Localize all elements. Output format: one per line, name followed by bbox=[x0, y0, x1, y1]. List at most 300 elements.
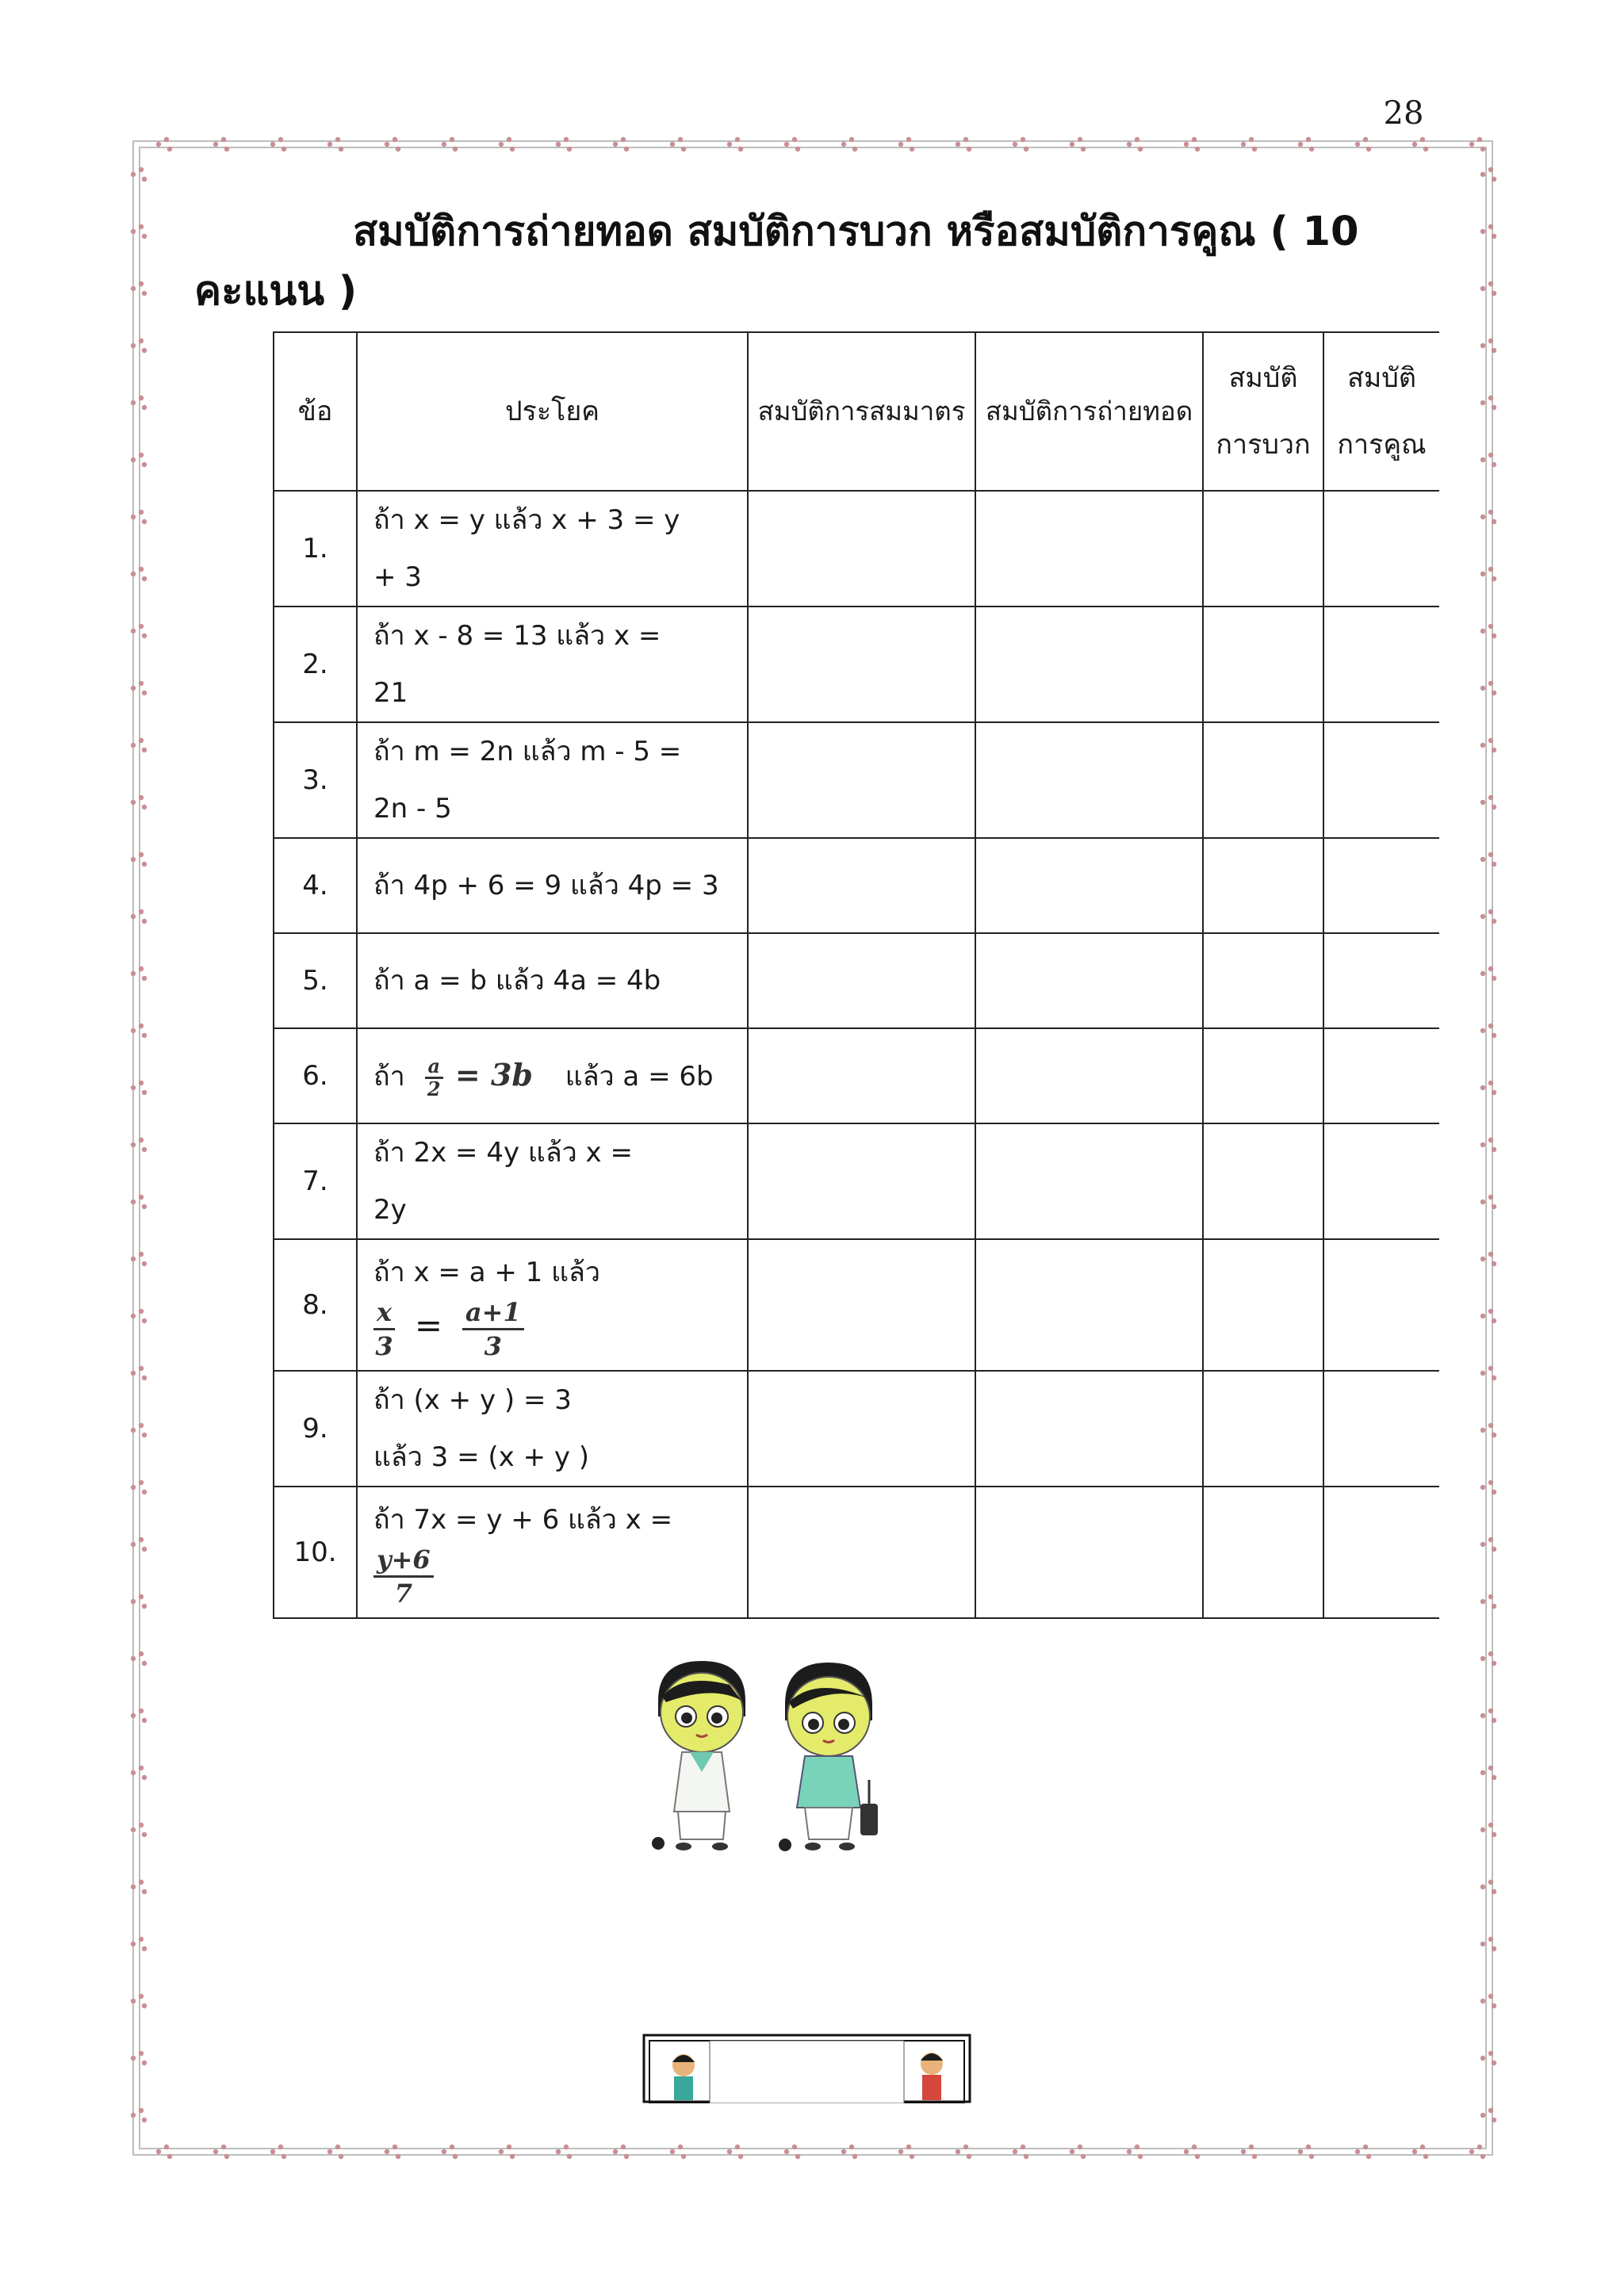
border-dot bbox=[131, 1142, 136, 1147]
border-dot bbox=[1184, 2149, 1189, 2154]
border-dot bbox=[1024, 2154, 1028, 2159]
border-dot bbox=[131, 1770, 136, 1775]
border-dot bbox=[327, 142, 332, 147]
border-dot bbox=[963, 2145, 968, 2149]
table-row bbox=[274, 491, 1439, 607]
properties-table bbox=[273, 331, 1439, 1619]
border-dot bbox=[1480, 1314, 1485, 1318]
border-dot bbox=[131, 1942, 136, 1946]
fraction-denominator: 3 bbox=[484, 1330, 502, 1361]
border-dot bbox=[142, 1946, 147, 1951]
border-dot bbox=[624, 2154, 629, 2159]
border-dot bbox=[963, 137, 968, 142]
border-dot bbox=[1480, 1942, 1485, 1946]
border-dot bbox=[139, 167, 144, 172]
border-dot bbox=[142, 1261, 147, 1266]
table-row bbox=[274, 1487, 1439, 1618]
border-dot bbox=[156, 142, 161, 147]
answer-cell-multiplication[interactable] bbox=[1323, 1239, 1439, 1371]
border-dot bbox=[1492, 748, 1496, 752]
border-dot bbox=[139, 624, 144, 629]
border-dot bbox=[142, 1090, 147, 1095]
border-dot bbox=[1492, 862, 1496, 867]
border-dot bbox=[139, 1651, 144, 1656]
border-dot bbox=[681, 147, 686, 151]
border-dot bbox=[1480, 1142, 1485, 1147]
border-dot bbox=[131, 1827, 136, 1832]
answer-cell-transitive[interactable] bbox=[975, 1123, 1203, 1239]
table-row bbox=[274, 607, 1439, 722]
border-dot bbox=[1492, 633, 1496, 638]
border-dot bbox=[898, 142, 903, 147]
border-dot bbox=[396, 147, 400, 151]
border-dot bbox=[1480, 2056, 1485, 2061]
border-dot bbox=[139, 1766, 144, 1770]
table-row bbox=[274, 1028, 1439, 1123]
border-dot bbox=[142, 462, 147, 467]
answer-cell-symmetric[interactable] bbox=[748, 1123, 975, 1239]
border-dot bbox=[131, 1257, 136, 1261]
answer-cell-transitive[interactable] bbox=[975, 838, 1203, 933]
statement-line: ถ้า x - 8 = 13 แล้ว x = bbox=[373, 620, 661, 652]
border-dot bbox=[1488, 281, 1493, 286]
answer-cell-symmetric[interactable] bbox=[748, 933, 975, 1028]
border-dot bbox=[131, 629, 136, 633]
border-dot bbox=[142, 1490, 147, 1494]
row-number: 4. bbox=[274, 838, 357, 933]
border-dot bbox=[142, 1718, 147, 1723]
border-dot bbox=[139, 224, 144, 229]
border-dot bbox=[1021, 137, 1025, 142]
border-dot bbox=[139, 1937, 144, 1942]
border-dot bbox=[1480, 286, 1485, 291]
border-dot bbox=[1366, 2154, 1371, 2159]
answer-cell-symmetric[interactable] bbox=[748, 491, 975, 607]
border-dot bbox=[142, 976, 147, 981]
border-dot bbox=[1480, 1200, 1485, 1204]
border-dot bbox=[556, 2149, 561, 2154]
border-dot bbox=[142, 1204, 147, 1209]
border-dot bbox=[393, 137, 397, 142]
border-dot bbox=[142, 2118, 147, 2122]
border-dot bbox=[1492, 1261, 1496, 1266]
border-dot bbox=[1366, 147, 1371, 151]
answer-cell-symmetric[interactable] bbox=[748, 1028, 975, 1123]
border-dot bbox=[1070, 2149, 1074, 2154]
border-dot bbox=[841, 142, 846, 147]
border-dot bbox=[1488, 1138, 1493, 1142]
border-dot bbox=[678, 137, 683, 142]
border-dot bbox=[1488, 2108, 1493, 2113]
border-dot bbox=[142, 1604, 147, 1609]
header-statement: ประโยค bbox=[357, 332, 748, 491]
border-dot bbox=[385, 2149, 389, 2154]
border-dot bbox=[1480, 515, 1485, 519]
border-dot bbox=[1355, 2149, 1360, 2154]
page-number: 28 bbox=[1383, 95, 1424, 132]
border-dot bbox=[1492, 1547, 1496, 1552]
answer-cell-addition[interactable] bbox=[1203, 838, 1323, 933]
border-dot bbox=[139, 1252, 144, 1257]
border-dot bbox=[139, 1423, 144, 1428]
border-dot bbox=[1488, 2051, 1493, 2056]
border-dot bbox=[139, 1138, 144, 1142]
statement-line: ถ้า 7x = y + 6 แล้ว x = bbox=[373, 1503, 673, 1536]
border-dot bbox=[1492, 1604, 1496, 1609]
border-dot bbox=[1298, 142, 1303, 147]
row-number: 2. bbox=[274, 607, 357, 722]
answer-cell-addition[interactable] bbox=[1203, 607, 1323, 722]
border-dot bbox=[852, 2154, 857, 2159]
border-dot bbox=[1241, 142, 1246, 147]
border-dot bbox=[1492, 1718, 1496, 1723]
border-dot bbox=[1480, 686, 1485, 691]
border-dot bbox=[1298, 2149, 1303, 2154]
border-dot bbox=[442, 142, 446, 147]
border-dot bbox=[1423, 2154, 1428, 2159]
answer-cell-transitive[interactable] bbox=[975, 607, 1203, 722]
row-statement bbox=[357, 491, 748, 607]
statement-line: + 3 bbox=[373, 561, 422, 593]
border-dot bbox=[613, 2149, 618, 2154]
answer-cell-multiplication[interactable] bbox=[1323, 1487, 1439, 1618]
border-dot bbox=[906, 2145, 911, 2149]
border-dot bbox=[142, 1147, 147, 1152]
border-dot bbox=[841, 2149, 846, 2154]
border-dot bbox=[1488, 396, 1493, 400]
border-dot bbox=[131, 1999, 136, 2003]
border-dot bbox=[131, 229, 136, 234]
border-dot bbox=[852, 147, 857, 151]
border-dot bbox=[556, 142, 561, 147]
border-dot bbox=[1488, 567, 1493, 572]
border-dot bbox=[1480, 1999, 1485, 2003]
border-dot bbox=[142, 805, 147, 809]
border-dot bbox=[1138, 147, 1143, 151]
border-dot bbox=[681, 2154, 686, 2159]
border-dot bbox=[1488, 1024, 1493, 1028]
border-dot bbox=[139, 567, 144, 572]
border-dot bbox=[156, 2149, 161, 2154]
border-dot bbox=[1488, 1937, 1493, 1942]
border-dot bbox=[564, 2145, 569, 2149]
border-dot bbox=[1488, 1537, 1493, 1542]
border-dot bbox=[1488, 510, 1493, 515]
answer-cell-transitive[interactable] bbox=[975, 1487, 1203, 1618]
answer-cell-transitive[interactable] bbox=[975, 1239, 1203, 1371]
border-dot bbox=[142, 1661, 147, 1666]
border-dot bbox=[1480, 172, 1485, 177]
border-dot bbox=[167, 147, 172, 151]
border-dot bbox=[139, 1309, 144, 1314]
border-dot bbox=[139, 738, 144, 743]
fraction-equation bbox=[373, 1544, 747, 1609]
border-dot bbox=[1488, 1366, 1493, 1371]
border-dot bbox=[1492, 1490, 1496, 1494]
statement-suffix: แล้ว a = 6b bbox=[565, 1061, 714, 1093]
border-dot bbox=[967, 147, 971, 151]
border-dot bbox=[1488, 681, 1493, 686]
border-dot bbox=[1192, 2145, 1197, 2149]
border-dot bbox=[131, 515, 136, 519]
border-dot bbox=[131, 2113, 136, 2118]
answer-cell-addition[interactable] bbox=[1203, 1123, 1323, 1239]
border-dot bbox=[139, 1823, 144, 1827]
border-dot bbox=[139, 1024, 144, 1028]
answer-cell-multiplication[interactable] bbox=[1323, 722, 1439, 838]
border-dot bbox=[131, 857, 136, 862]
students-cartoon-illustration bbox=[634, 1653, 904, 1859]
border-dot bbox=[142, 177, 147, 182]
answer-cell-symmetric[interactable] bbox=[748, 1487, 975, 1618]
border-dot bbox=[1480, 1371, 1485, 1376]
border-dot bbox=[1306, 137, 1311, 142]
border-dot bbox=[499, 142, 504, 147]
border-dot bbox=[510, 147, 515, 151]
border-dot bbox=[1488, 795, 1493, 800]
table-row bbox=[274, 1239, 1439, 1371]
border-dot bbox=[898, 2149, 903, 2154]
answer-cell-symmetric[interactable] bbox=[748, 1239, 975, 1371]
answer-cell-transitive[interactable] bbox=[975, 722, 1203, 838]
border-dot bbox=[131, 1200, 136, 1204]
border-dot bbox=[1488, 1594, 1493, 1599]
fraction-numerator: a bbox=[425, 1056, 444, 1079]
border-dot bbox=[510, 2154, 515, 2159]
border-dot bbox=[1078, 137, 1082, 142]
border-dot bbox=[849, 2145, 854, 2149]
border-dot bbox=[1488, 1423, 1493, 1428]
answer-cell-multiplication[interactable] bbox=[1323, 607, 1439, 722]
border-dot bbox=[1488, 1994, 1493, 1999]
border-dot bbox=[139, 396, 144, 400]
border-dot bbox=[1412, 2149, 1417, 2154]
statement-line: ถ้า m = 2n แล้ว m - 5 = bbox=[373, 736, 682, 767]
border-dot bbox=[1488, 1252, 1493, 1257]
border-dot bbox=[1309, 147, 1314, 151]
statement-prefix: ถ้า bbox=[373, 1061, 405, 1093]
header-addition-top: สมบัติ bbox=[1228, 362, 1298, 394]
border-dot bbox=[1480, 857, 1485, 862]
border-dot bbox=[335, 137, 340, 142]
border-dot bbox=[1241, 2149, 1246, 2154]
border-dot bbox=[139, 2051, 144, 2056]
border-dot bbox=[784, 2149, 789, 2154]
border-dot bbox=[1488, 1709, 1493, 1713]
row-number: 5. bbox=[274, 933, 357, 1028]
small-student-left bbox=[672, 2054, 695, 2100]
border-dot bbox=[327, 2149, 332, 2154]
fraction-numerator: x bbox=[373, 1296, 395, 1330]
border-dot bbox=[142, 1547, 147, 1552]
border-dot bbox=[1423, 147, 1428, 151]
answer-cell-multiplication[interactable] bbox=[1323, 838, 1439, 933]
fraction-equation bbox=[373, 1296, 747, 1362]
border-dot bbox=[335, 2145, 340, 2149]
border-dot bbox=[139, 510, 144, 515]
border-dot bbox=[139, 681, 144, 686]
student-left-figure bbox=[652, 1661, 745, 1850]
answer-cell-multiplication[interactable] bbox=[1323, 1123, 1439, 1239]
answer-cell-multiplication[interactable] bbox=[1323, 1028, 1439, 1123]
table-row bbox=[274, 1371, 1439, 1487]
border-dot bbox=[142, 2061, 147, 2065]
border-dot bbox=[910, 2154, 914, 2159]
row-number: 10. bbox=[274, 1487, 357, 1618]
fraction-denominator: 2 bbox=[427, 1077, 441, 1100]
border-dot bbox=[142, 691, 147, 695]
header-addition bbox=[1203, 332, 1323, 491]
border-dot bbox=[1492, 1832, 1496, 1837]
statement-line: ถ้า 4p + 6 = 9 แล้ว 4p = 3 bbox=[373, 870, 719, 901]
statement-line: ถ้า 2x = 4y แล้ว x = bbox=[373, 1137, 633, 1169]
border-dot bbox=[1492, 1661, 1496, 1666]
border-dot bbox=[1480, 1028, 1485, 1033]
border-dot bbox=[142, 919, 147, 924]
border-dot bbox=[142, 519, 147, 524]
table-row bbox=[274, 933, 1439, 1028]
border-dot bbox=[1488, 624, 1493, 629]
border-dot bbox=[1480, 1257, 1485, 1261]
border-dot bbox=[1021, 2145, 1025, 2149]
row-number: 1. bbox=[274, 491, 357, 607]
border-dot bbox=[224, 147, 229, 151]
border-dot bbox=[142, 633, 147, 638]
border-dot bbox=[142, 1318, 147, 1323]
border-dot bbox=[1412, 142, 1417, 147]
border-dot bbox=[131, 457, 136, 462]
border-dot bbox=[1480, 1599, 1485, 1604]
student-right-figure bbox=[779, 1663, 878, 1851]
border-dot bbox=[142, 1775, 147, 1780]
fraction-numerator: y+6 bbox=[373, 1544, 434, 1578]
answer-cell-addition[interactable] bbox=[1203, 722, 1323, 838]
border-dot bbox=[1488, 1309, 1493, 1314]
answer-cell-addition[interactable] bbox=[1203, 1487, 1323, 1618]
border-dot bbox=[131, 1656, 136, 1661]
border-dot bbox=[670, 2149, 675, 2154]
border-dot bbox=[507, 137, 511, 142]
border-dot bbox=[1488, 224, 1493, 229]
border-dot bbox=[1469, 2149, 1474, 2154]
border-dot bbox=[910, 147, 914, 151]
border-dot bbox=[1492, 576, 1496, 581]
answer-cell-multiplication[interactable] bbox=[1323, 491, 1439, 607]
answer-cell-multiplication[interactable] bbox=[1323, 1371, 1439, 1487]
worksheet-title: สมบัติการถ่ายทอด สมบัติการบวก หรือสมบัติการคูณ ( 10 คะแนน ) bbox=[194, 209, 1359, 315]
border-dot bbox=[1480, 229, 1485, 234]
border-dot bbox=[1488, 966, 1493, 971]
border-dot bbox=[1363, 137, 1368, 142]
border-dot bbox=[507, 2145, 511, 2149]
answer-cell-multiplication[interactable] bbox=[1323, 933, 1439, 1028]
border-dot bbox=[131, 1713, 136, 1718]
answer-cell-symmetric[interactable] bbox=[748, 722, 975, 838]
answer-cell-addition[interactable] bbox=[1203, 933, 1323, 1028]
border-dot bbox=[453, 2154, 458, 2159]
border-dot bbox=[167, 2154, 172, 2159]
answer-cell-symmetric[interactable] bbox=[748, 838, 975, 933]
border-dot bbox=[735, 137, 740, 142]
fraction-a-over-2 bbox=[425, 1056, 444, 1100]
answer-cell-addition[interactable] bbox=[1203, 1371, 1323, 1487]
row-statement bbox=[357, 1239, 748, 1371]
border-dot bbox=[1070, 142, 1074, 147]
border-dot bbox=[139, 909, 144, 914]
border-dot bbox=[1480, 2154, 1485, 2159]
row-statement bbox=[357, 1123, 748, 1239]
border-dot bbox=[142, 348, 147, 353]
header-transitive: สมบัติการถ่ายทอด bbox=[975, 332, 1203, 491]
answer-cell-transitive[interactable] bbox=[975, 1371, 1203, 1487]
border-dot bbox=[613, 142, 618, 147]
border-dot bbox=[567, 147, 572, 151]
answer-cell-transitive[interactable] bbox=[975, 491, 1203, 607]
table-row bbox=[274, 1123, 1439, 1239]
border-dot bbox=[1492, 691, 1496, 695]
answer-cell-symmetric[interactable] bbox=[748, 1371, 975, 1487]
border-dot bbox=[738, 147, 743, 151]
border-dot bbox=[142, 1033, 147, 1038]
border-dot bbox=[727, 142, 732, 147]
border-dot bbox=[1480, 400, 1485, 405]
answer-cell-addition[interactable] bbox=[1203, 491, 1323, 607]
border-dot bbox=[1252, 147, 1257, 151]
row-number: 7. bbox=[274, 1123, 357, 1239]
border-dot bbox=[142, 1889, 147, 1894]
row-statement bbox=[357, 933, 748, 1028]
border-dot bbox=[1488, 1766, 1493, 1770]
table-row bbox=[274, 722, 1439, 838]
border-dot bbox=[784, 142, 789, 147]
border-dot bbox=[282, 2154, 286, 2159]
row-number: 8. bbox=[274, 1239, 357, 1371]
border-dot bbox=[1252, 2154, 1257, 2159]
border-dot bbox=[131, 400, 136, 405]
border-dot bbox=[221, 137, 226, 142]
header-symmetric: สมบัติการสมมาตร bbox=[748, 332, 975, 491]
border-dot bbox=[131, 2056, 136, 2061]
border-dot bbox=[131, 1428, 136, 1433]
answer-cell-addition[interactable] bbox=[1203, 1028, 1323, 1123]
row-statement bbox=[357, 1487, 748, 1618]
border-dot bbox=[1469, 142, 1474, 147]
border-dot bbox=[1492, 519, 1496, 524]
answer-cell-addition[interactable] bbox=[1203, 1239, 1323, 1371]
border-dot bbox=[1492, 1376, 1496, 1380]
border-dot bbox=[1135, 2145, 1139, 2149]
border-dot bbox=[1480, 457, 1485, 462]
border-dot bbox=[1488, 1651, 1493, 1656]
answer-cell-transitive[interactable] bbox=[975, 933, 1203, 1028]
answer-cell-symmetric[interactable] bbox=[748, 607, 975, 722]
border-dot bbox=[1480, 914, 1485, 919]
answer-cell-transitive[interactable] bbox=[975, 1028, 1203, 1123]
border-dot bbox=[131, 971, 136, 976]
border-dot bbox=[621, 137, 626, 142]
header-no: ข้อ bbox=[274, 332, 357, 491]
border-dot bbox=[1480, 343, 1485, 348]
border-dot bbox=[139, 795, 144, 800]
border-dot bbox=[499, 2149, 504, 2154]
border-dot bbox=[139, 339, 144, 343]
border-dot bbox=[142, 1376, 147, 1380]
border-dot bbox=[142, 2003, 147, 2008]
border-dot bbox=[1492, 805, 1496, 809]
border-dot bbox=[1492, 1204, 1496, 1209]
border-dot bbox=[131, 1371, 136, 1376]
border-dot bbox=[164, 137, 169, 142]
